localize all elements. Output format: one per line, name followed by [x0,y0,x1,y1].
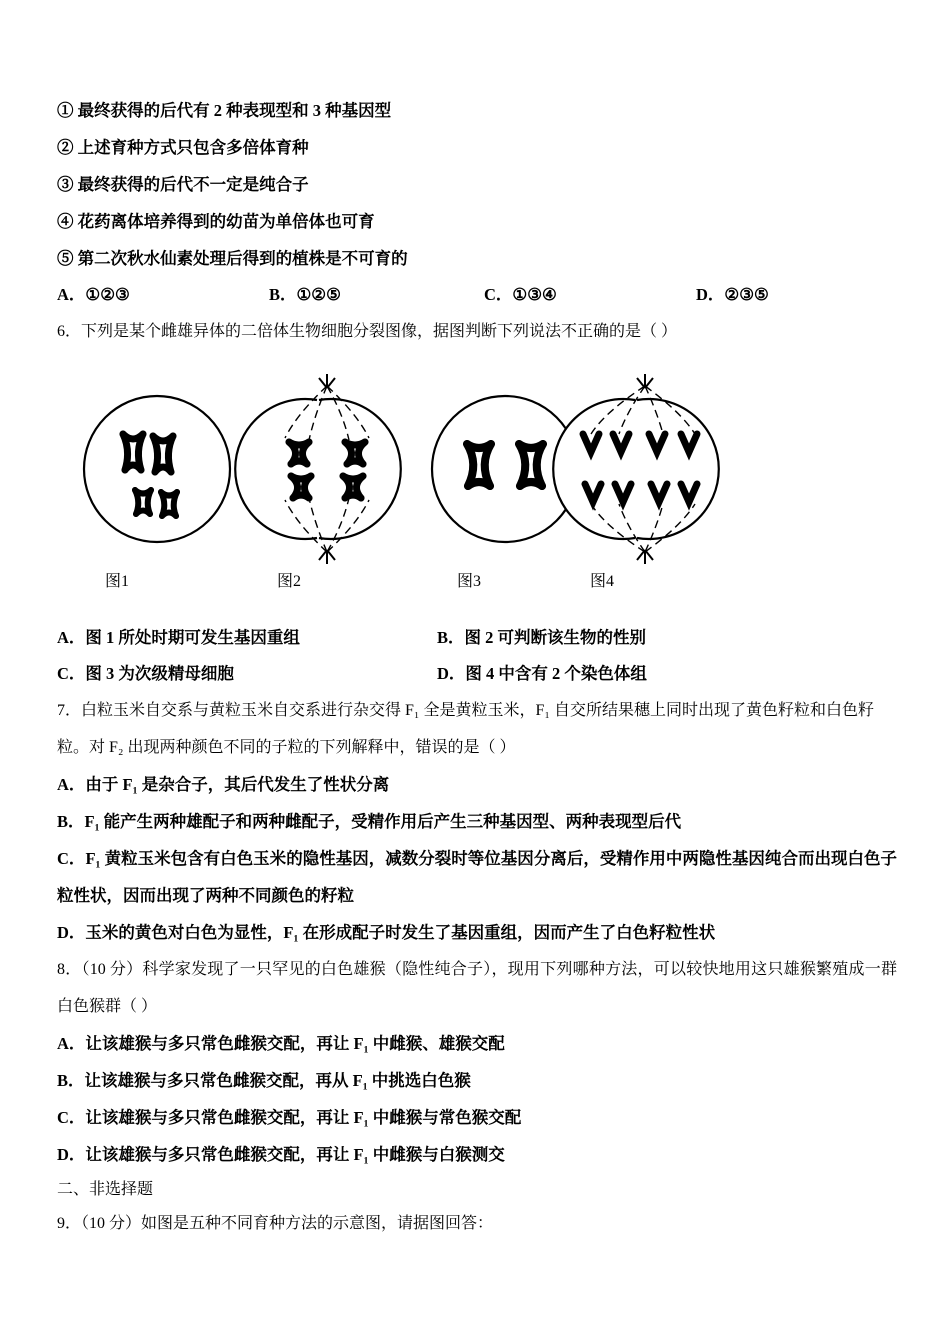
statement-4: ④ 花药离体培养得到的幼苗为单倍体也可育 [57,212,375,231]
question-6-stem-wrapper [57,313,897,350]
question-6-option-c [57,656,437,692]
statement-options-row [57,277,897,313]
q8-option-label-d: D． [57,1145,86,1164]
question-7-option-d [57,914,897,951]
question-6-option-a [57,620,437,656]
q7-option-text-d: 玉米的黄色对白色为显性，F₁ 在形成配子时发生了基因重组，因而产生了白色籽粒性状 [85,923,716,942]
statement-option-d [696,277,886,313]
q8-option-text-d: 让该雄猴与多只常色雌猴交配，再让 F₁ 中雌猴与白猴测交 [85,1145,505,1164]
statement-1: ① 最终获得的后代有 2 种表现型和 3 种基因型 [57,101,392,120]
q8-option-text-b: 让该雄猴与多只常色雌猴交配，再从 F₁ 中挑选白色猴 [84,1071,471,1090]
question-6-option-b [437,620,857,656]
question-7-stem-a: 白粒玉米自交系与黄粒玉米自交系进行杂交得 F₁ 全是黄粒玉米，F₁ 自交所结果穗上同时出现了黄色籽粒和白色籽 [81,702,874,719]
q6-option-text-d: 图 4 中含有 2 个染色体组 [465,664,647,683]
question-9-number: 9． [57,1215,82,1232]
option-text-c: ①③④ [512,285,557,304]
q7-option-text-b: F₁ 能产生两种雄配子和两种雌配子，受精作用后产生三种基因型、两种表现型后代 [84,812,682,831]
q6-option-text-a: 图 1 所处时期可发生基因重组 [85,628,300,647]
question-8-stem-wrapper [57,951,897,1025]
q7-option-label-a: A． [57,775,86,794]
q8-option-text-c: 让该雄猴与多只常色雌猴交配，再让 F₁ 中雌猴与常色猴交配 [85,1108,522,1127]
q6-option-text-c: 图 3 为次级精母细胞 [85,664,234,683]
q7-option-label-c: C． [57,849,86,868]
question-9-stem: （10 分）如图是五种不同育种方法的示意图，请据图回答： [81,1215,494,1232]
question-6-number: 6． [57,323,82,340]
q7-option-text-c: F₁ 黄粒玉米包含有白色玉米的隐性基因，减数分裂时等位基因分离后，受精作用中两隐性基因纯合而出现白色子粒性状，因而出现了两种不同颜色的籽粒 [57,849,897,905]
statement-5: ⑤ 第二次秋水仙素处理后得到的植株是不可育的 [57,249,408,268]
q8-option-text-a: 让该雄猴与多只常色雌猴交配，再让 F₁ 中雌猴、雄猴交配 [85,1034,505,1053]
question-9-stem-wrapper [57,1207,897,1241]
page-content [57,92,897,1241]
statement-option-c [484,277,696,313]
figure-caption-4: 图4 [590,573,615,590]
q6-option-label-c: C． [57,664,86,683]
option-label-d: D． [696,285,725,304]
option-label-b: B． [269,285,297,304]
question-7-option-c [57,840,897,914]
q6-option-label-a: A． [57,628,86,647]
question-6-option-d [437,656,857,692]
option-label-a: A． [57,285,86,304]
statement-3: ③ 最终获得的后代不一定是纯合子 [57,175,309,194]
q7-option-text-a: 由于 F₁ 是杂合子，其后代发生了性状分离 [85,775,390,794]
option-text-a: ①②③ [85,285,130,304]
q8-option-label-a: A． [57,1034,86,1053]
statement-option-a [57,277,269,313]
q8-option-label-b: B． [57,1071,85,1090]
q6-option-label-d: D． [437,664,466,683]
figure-caption-3: 图3 [457,573,482,590]
option-text-d: ②③⑤ [724,285,769,304]
question-8-option-a [57,1025,897,1062]
option-text-b: ①②⑤ [296,285,341,304]
question-7-option-b [57,803,897,840]
q8-option-label-c: C． [57,1108,86,1127]
statement-2: ② 上述育种方式只包含多倍体育种 [57,138,309,157]
figure-caption-1: 图1 [105,573,130,590]
question-8-option-c [57,1099,897,1136]
question-8-stem: （10 分）科学家发现了一只罕见的白色雄猴（隐性纯合子），现用下列哪种方法，可以较快地用这只雄猴繁殖成一群白色猴群（ ） [57,961,897,1015]
question-6-options-row-2 [57,656,897,692]
question-6-options-row-1 [57,620,897,656]
question-8-option-d [57,1136,897,1173]
option-label-c: C． [484,285,513,304]
question-8-option-b [57,1062,897,1099]
q7-option-label-d: D． [57,923,86,942]
question-7-stem-line2: 粒。对 F₂ 出现两种颜色不同的子粒的下列解释中，错误的是（ ） [57,739,516,756]
question-6-stem: 下列是某个雌雄异体的二倍体生物细胞分裂图像，据图判断下列说法不正确的是（ ） [81,323,678,340]
question-8-number: 8． [57,961,82,978]
q7-option-label-b: B． [57,812,85,831]
question-7-stem-line1 [57,692,897,729]
figure-caption-2: 图2 [277,573,302,590]
q6-option-text-b: 图 2 可判断该生物的性别 [464,628,647,647]
question-7-number: 7． [57,702,82,719]
section-two-title: 二、非选择题 [57,1181,154,1198]
question-7-option-a [57,766,897,803]
q6-option-label-b: B． [437,628,465,647]
statement-option-b [269,277,484,313]
cell-division-figure [57,356,897,618]
